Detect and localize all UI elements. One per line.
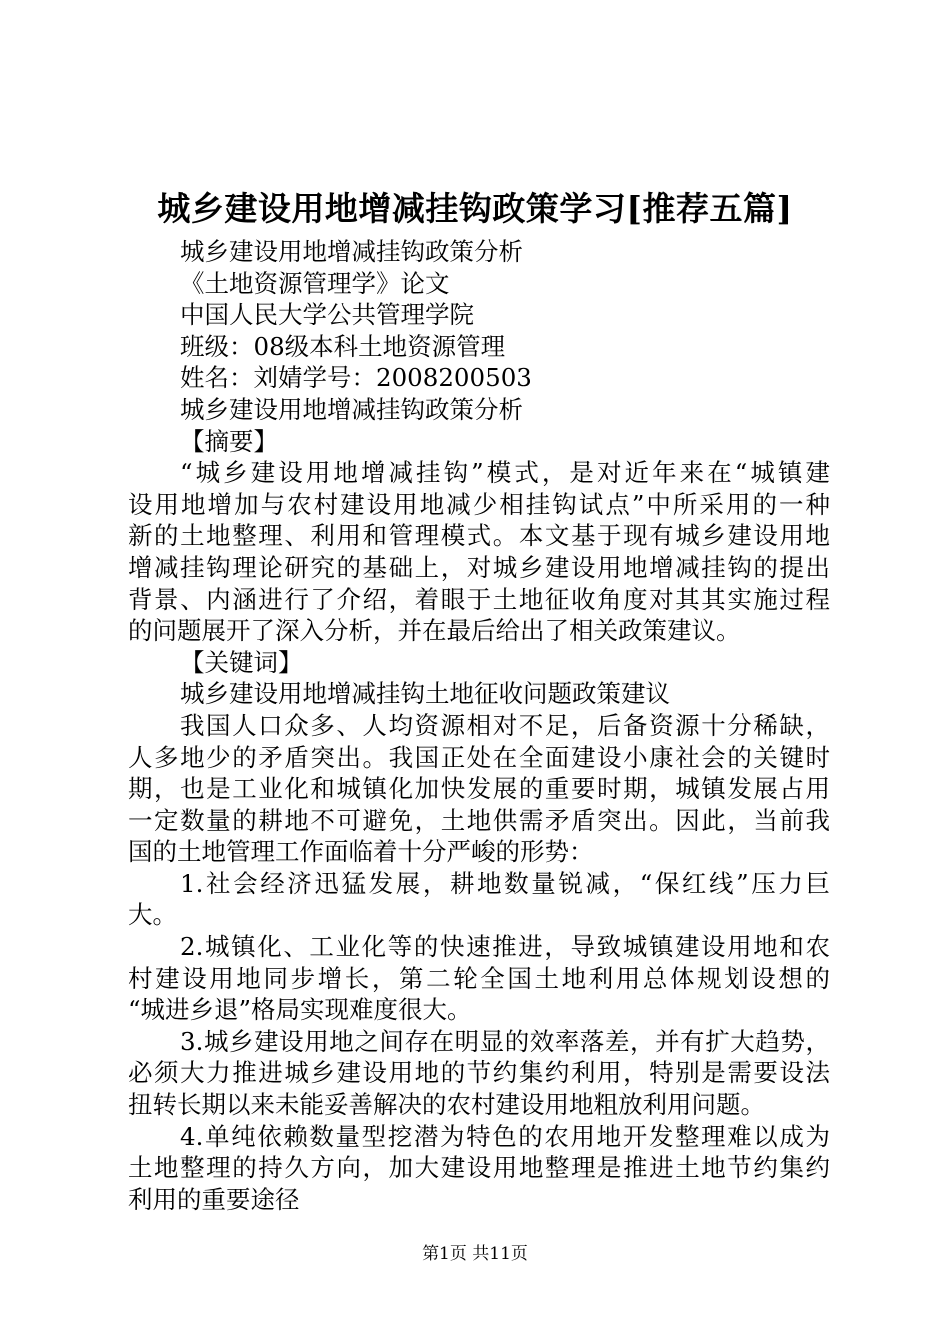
text-line: 扭转长期以来未能妥善解决的农村建设用地粗放利用问题。 [128, 1090, 765, 1120]
text-line: 大。 [128, 900, 177, 930]
text-line: 背景、内涵进行了介绍，着眼于土地征收角度对其其实施过程 [128, 584, 830, 614]
text-line: “城乡建设用地增减挂钩”模式，是对近年来在“城镇建 [180, 458, 830, 488]
text-line: 1.社会经济迅猛发展，耕地数量锐减，“保红线”压力巨 [180, 868, 830, 898]
text-line: 城乡建设用地增减挂钩政策分析 [180, 237, 523, 266]
text-line: 土地整理的持久方向，加大建设用地整理是推进土地节约集约 [128, 1153, 830, 1183]
text-line: 新的土地整理、利用和管理模式。本文基于现有城乡建设用地 [128, 521, 830, 551]
text-line: 3.城乡建设用地之间存在明显的效率落差，并有扩大趋势， [180, 1026, 830, 1056]
text-line: 城乡建设用地增减挂钩政策分析 [180, 394, 523, 424]
text-line: 人多地少的矛盾突出。我国正处在全面建设小康社会的关键时 [128, 742, 830, 772]
document-body [128, 236, 830, 1215]
text-line: 我国人口众多、人均资源相对不足，后备资源十分稀缺， [180, 710, 830, 740]
document-title: 城乡建设用地增减挂钩政策学习[推荐五篇] [157, 189, 793, 228]
text-line: 城乡建设用地增减挂钩土地征收问题政策建议 [180, 679, 670, 709]
text-line: 【摘要】 [180, 426, 278, 456]
text-line: 4.单纯依赖数量型挖潜为特色的农用地开发整理难以成为 [180, 1121, 830, 1151]
text-line: 国的土地管理工作面临着十分严峻的形势： [128, 837, 594, 867]
text-line: 一定数量的耕地不可避免，土地供需矛盾突出。因此，当前我 [128, 805, 830, 835]
text-line: 《土地资源管理学》论文 [180, 268, 450, 298]
text-line: “城进乡退”格局实现难度很大。 [128, 995, 472, 1025]
text-line: 中国人民大学公共管理学院 [180, 300, 474, 330]
text-line: 设用地增加与农村建设用地减少相挂钩试点”中所采用的一种 [128, 489, 830, 519]
text-line: 2.城镇化、工业化等的快速推进，导致城镇建设用地和农 [180, 932, 830, 962]
text-line: 增减挂钩理论研究的基础上，对城乡建设用地增减挂钩的提出 [128, 552, 830, 582]
text-line: 村建设用地同步增长，第二轮全国土地利用总体规划设想的 [128, 963, 830, 993]
text-line: 利用的重要途径 [128, 1184, 300, 1214]
text-line: 期，也是工业化和城镇化加快发展的重要时期，城镇发展占用 [128, 774, 830, 804]
text-line: 必须大力推进城乡建设用地的节约集约利用，特别是需要设法 [128, 1058, 830, 1088]
text-line: 姓名：刘婧学号：2008200503 [180, 363, 532, 393]
text-line: 班级：08级本科土地资源管理 [180, 331, 506, 361]
text-line: 的问题展开了深入分析，并在最后给出了相关政策建议。 [128, 616, 741, 646]
text-line: 【关键词】 [180, 647, 303, 677]
page-footer: 第1页 共11页 [422, 1244, 528, 1264]
